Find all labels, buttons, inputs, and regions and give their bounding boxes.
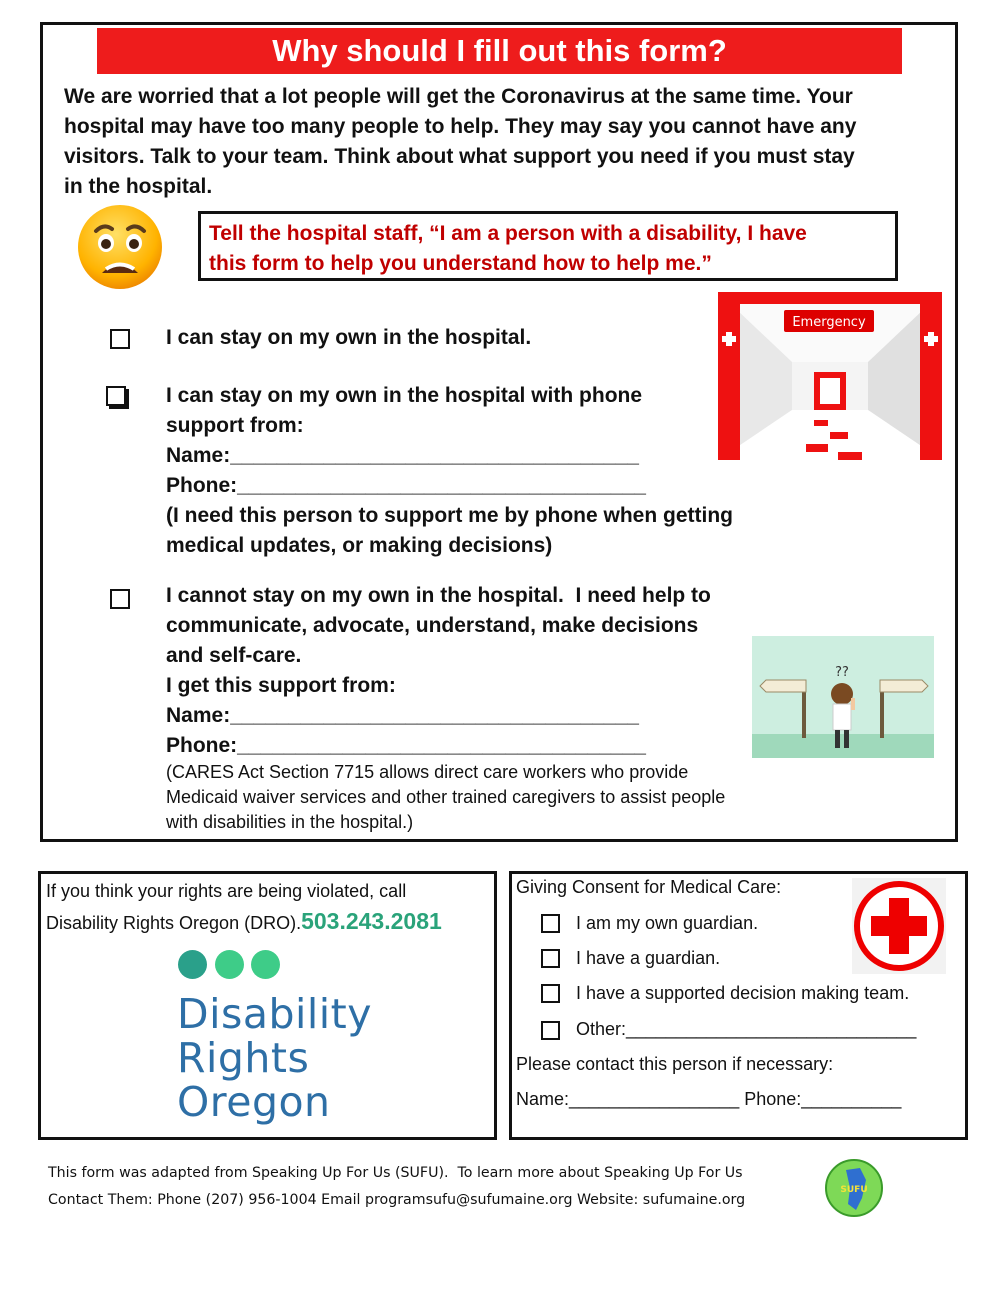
logo-word: Rights <box>177 1034 310 1082</box>
cares-act-note <box>166 760 786 835</box>
intro-paragraph <box>64 82 944 202</box>
option-line: (I need this person to support me by phone when getting <box>166 504 734 527</box>
option-line: I can stay on my own in the hospital with phone <box>166 384 643 407</box>
emergency-sign-text: Emergency <box>792 315 866 330</box>
logo-dot-icon <box>251 950 280 979</box>
option-need-help-checkbox[interactable] <box>110 589 130 609</box>
support-name-field[interactable]: Name:___________________________________ <box>166 704 639 727</box>
confused-person-image <box>752 636 934 758</box>
dro-call-text <box>46 876 494 938</box>
option-line: communicate, advocate, understand, make decisions <box>166 614 699 637</box>
red-cross-icon <box>852 878 946 974</box>
other-checkbox[interactable] <box>541 1021 560 1040</box>
logo-word: Disability <box>177 990 372 1038</box>
dro-line: If you think your rights are being violated, call <box>46 881 407 901</box>
callout-line: Tell the hospital staff, “I am a person with a disability, I have <box>209 222 807 245</box>
option-line: I cannot stay on my own in the hospital. I need help to <box>166 584 711 607</box>
sufu-logo-text: SUFU <box>840 1185 868 1195</box>
dro-name-text: Disability Rights Oregon (DRO). <box>46 913 302 933</box>
footer-line: Contact Them: Phone (207) 956-1004 Email programsufu@sufumaine.org Website: sufumaine.org <box>48 1192 746 1208</box>
sufu-logo <box>822 1158 886 1218</box>
option-line: and self-care. <box>166 644 302 667</box>
contact-prompt: Please contact this person if necessary: <box>516 1054 834 1074</box>
dro-logo <box>177 992 372 1124</box>
dro-phone-number[interactable]: 503.243.2081 <box>301 908 442 934</box>
other-field[interactable]: Other:_____________________________ <box>576 1019 917 1039</box>
option-phone-support-text <box>166 381 733 561</box>
decision-team-label: I have a supported decision making team. <box>576 983 910 1003</box>
question-marks-text: ?? <box>835 665 849 680</box>
option-line: support from: <box>166 414 304 437</box>
own-guardian-checkbox[interactable] <box>541 914 560 933</box>
option-need-help-text <box>166 581 711 761</box>
tell-staff-callout <box>198 211 898 281</box>
consent-title: Giving Consent for Medical Care: <box>516 877 782 897</box>
phone-support-phone-field[interactable]: Phone:___________________________________ <box>166 474 646 497</box>
option-line: medical updates, or making decisions) <box>166 534 553 557</box>
footer-line: This form was adapted from Speaking Up For Us (SUFU). To learn more about Speaking Up For Us <box>48 1165 743 1181</box>
dro-line <box>46 906 494 938</box>
option-stay-alone-label: I can stay on my own in the hospital. <box>166 326 532 349</box>
note-line: Medicaid waiver services and other trained caregivers to assist people <box>166 787 726 807</box>
logo-word: Oregon <box>177 1078 331 1126</box>
logo-dot-icon <box>178 950 207 979</box>
emergency-hallway-image <box>718 292 942 460</box>
option-stay-alone-checkbox[interactable] <box>110 329 130 349</box>
footer-credits <box>48 1160 808 1214</box>
note-line: with disabilities in the hospital.) <box>166 812 414 832</box>
note-line: (CARES Act Section 7715 allows direct care workers who provide <box>166 762 689 782</box>
intro-line: We are worried that a lot people will get the Coronavirus at the same time. Your <box>64 85 853 108</box>
intro-line: visitors. Talk to your team. Think about what support you need if you must stay <box>64 145 855 168</box>
contact-fields[interactable]: Name:_________________ Phone:__________ <box>516 1089 902 1109</box>
page-title: Why should I fill out this form? <box>97 28 902 74</box>
logo-dot-icon <box>215 950 244 979</box>
option-phone-support-checkbox[interactable] <box>106 386 126 406</box>
own-guardian-label: I am my own guardian. <box>576 913 759 933</box>
support-phone-field[interactable]: Phone:___________________________________ <box>166 734 646 757</box>
phone-support-name-field[interactable]: Name:___________________________________ <box>166 444 639 467</box>
have-guardian-checkbox[interactable] <box>541 949 560 968</box>
worried-face-icon <box>74 203 166 291</box>
option-line: I get this support from: <box>166 674 396 697</box>
intro-line: in the hospital. <box>64 175 213 198</box>
intro-line: hospital may have too many people to help. They may say you cannot have any <box>64 115 857 138</box>
callout-line: this form to help you understand how to help me.” <box>209 252 712 275</box>
have-guardian-label: I have a guardian. <box>576 948 721 968</box>
decision-team-checkbox[interactable] <box>541 984 560 1003</box>
